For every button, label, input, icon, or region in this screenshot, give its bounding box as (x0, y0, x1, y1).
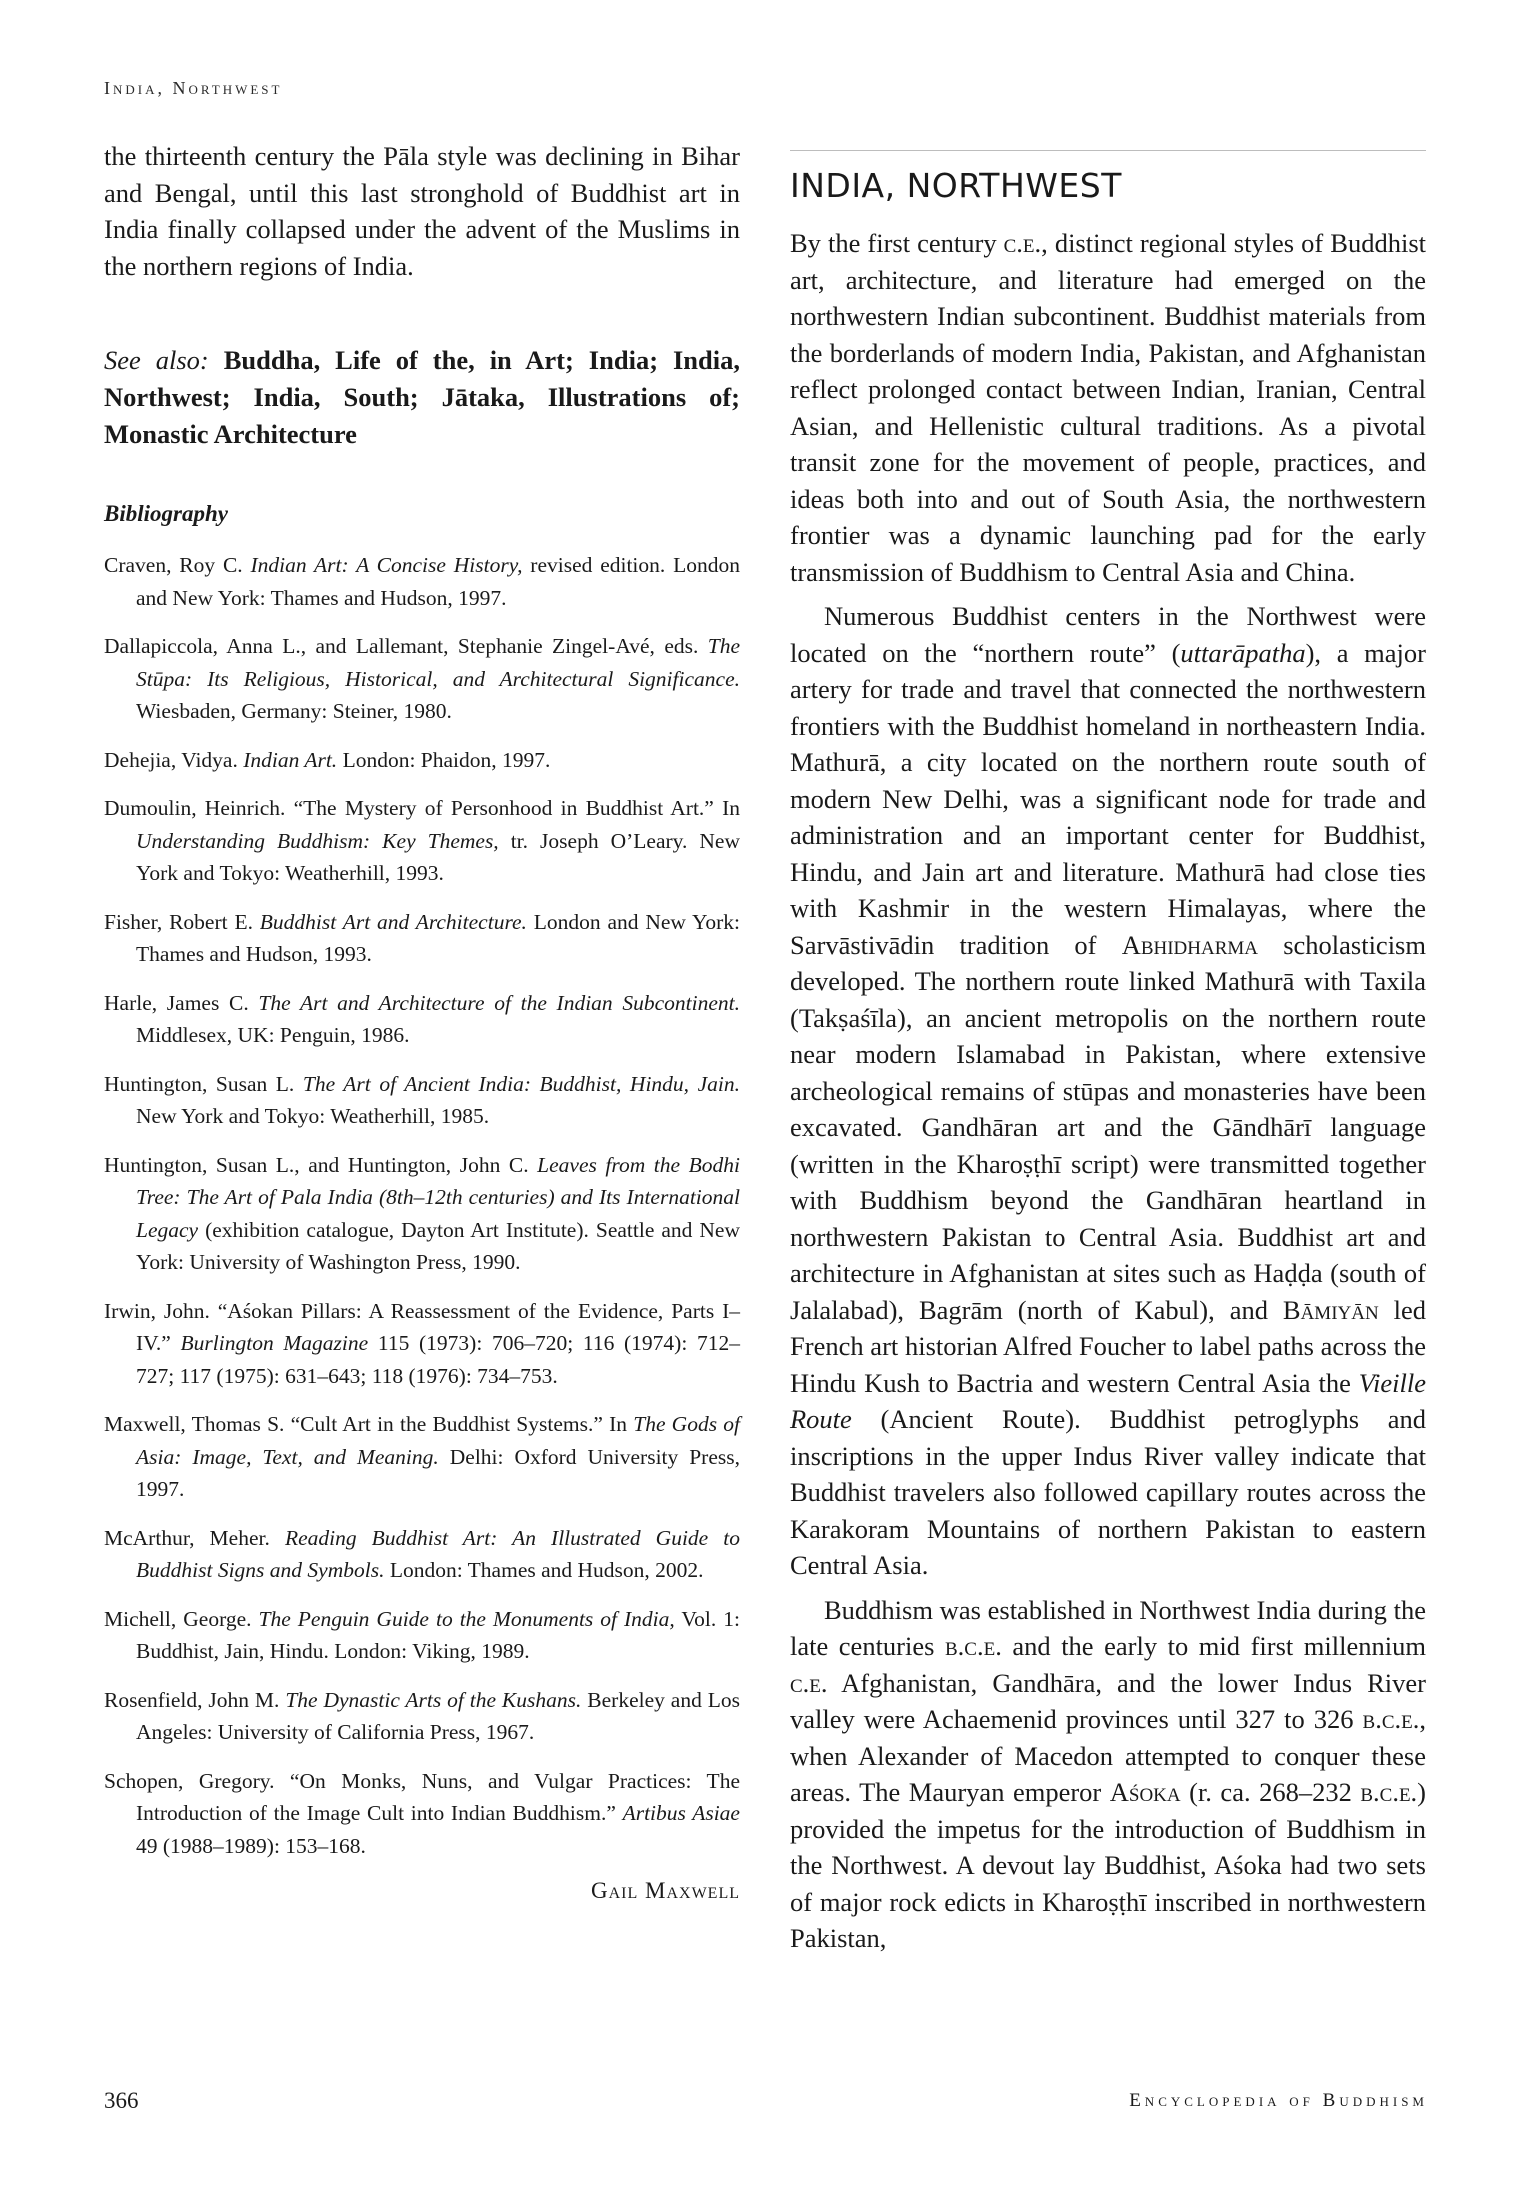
see-also-label: See also: (104, 345, 209, 375)
bibliography-entry: Irwin, John. “Aśokan Pillars: A Reassessment of the Evidence, Parts I–IV.” Burlington Magazine 115 (1973): 706–720; 116 (1974): 712–727; 117 (1975): 631–643; 118 (1976): 734–753. (104, 1298, 741, 1388)
page-number: 366 (104, 2088, 139, 2113)
bibliography-entry: McArthur, Meher. Reading Buddhist Art: An Illustrated Guide to Buddhist Signs and Symbols. London: Thames and Hudson, 2002. (104, 1525, 741, 1582)
bibliography-entry: Schopen, Gregory. “On Monks, Nuns, and Vulgar Practices: The Introduction of the Image Cult into Indian Buddhism.” Artibus Asiae 49 (1988–1989): 153–168. (104, 1768, 740, 1858)
author-signature: Gail Maxwell (591, 1878, 740, 1903)
bibliography-list (104, 549, 740, 1862)
right-column (790, 150, 1426, 1957)
article-paragraph-2: Numerous Buddhist centers in the Northwest were located on the “northern route” (uttarāpatha), a major artery for trade and travel that connected the northwestern frontiers with the Buddhist homeland in northeastern India. Mathurā, a city located on the northern route south of modern New Delhi, was a significant node for trade and administration and an important center for Buddhist, Hindu, and Jain art and literature. Mathurā had close ties with Kashmir in the western Himalayas, where the Sarvāstivādin tradition of Abhidharma scholasticism developed. The northern route linked Mathurā with Taxila (Takṣaśīla), an ancient metropolis on the northern route near modern Islamabad in Pakistan, where extensive archeological remains of stūpas and monasteries have been excavated. Gandhāran art and the Gāndhārī language (written in the Kharoṣṭhī script) were transmitted together with Buddhism beyond the Gandhāran heartland in northwestern Pakistan to Central Asia. Buddhist art and architecture in Afghanistan at sites such as Haḍḍa (south of Jalalabad), Bagrām (north of Kabul), and Bāmiyān led French art historian Alfred Foucher to label paths across the Hindu Kush to Bactria and western Central Asia the Vieille Route (Ancient Route). Buddhist petroglyphs and inscriptions in the upper Indus River valley indicate that Buddhist travelers also followed capillary routes across the Karakoram Mountains of northern Pakistan to eastern Central Asia. (790, 601, 1427, 1580)
bibliography-entry: Rosenfield, John M. The Dynastic Arts of the Kushans. Berkeley and Los Angeles: University of California Press, 1967. (104, 1687, 740, 1744)
bibliography-entry: Fisher, Robert E. Buddhist Art and Architecture. London and New York: Thames and Hudson, 1993. (104, 909, 741, 966)
left-column (104, 138, 740, 1904)
bibliography-entry: Michell, George. The Penguin Guide to the Monuments of India, Vol. 1: Buddhist, Jain, Hindu. London: Viking, 1989. (104, 1606, 740, 1663)
cross-reference-link[interactable]: Aśoka (1109, 1777, 1181, 1807)
running-head: India, Northwest (104, 78, 283, 98)
bibliography-entry: Harle, James C. The Art and Architecture of the Indian Subcontinent. Middlesex, UK: Penguin, 1986. (104, 990, 740, 1047)
bibliography-heading: Bibliography (104, 501, 228, 526)
see-also-links[interactable]: Buddha, Life of the, in Art; India; India, Northwest; India, South; Jātaka, Illustrations of; Monastic Architecture (104, 345, 741, 449)
bibliography-entry: Huntington, Susan L. The Art of Ancient India: Buddhist, Hindu, Jain. New York and Tokyo: Weatherhill, 1985. (104, 1071, 740, 1128)
book-title: Encyclopedia of Buddhism (1129, 2090, 1428, 2111)
cross-reference-link[interactable]: Abhidharma (1121, 929, 1258, 960)
bibliography-entry: Craven, Roy C. Indian Art: A Concise History, revised edition. London and New York: Thames and Hudson, 1997. (104, 553, 740, 610)
cross-reference-link[interactable]: Bāmiyān (1282, 1294, 1379, 1325)
article-paragraph-1: By the first century c.e., distinct regional styles of Buddhist art, architecture, and literature had emerged on the northwestern Indian subcontinent. Buddhist materials from the borderlands of modern India, Pakistan, and Afghanistan reflect prolonged contact between Indian, Iranian, Central Asian, and Hellenistic cultural traditions. As a pivotal transit zone for the movement of people, practices, and ideas both into and out of South Asia, the northwestern frontier was a dynamic launching pad for the early transmission of Buddhism to Central Asia and China. (790, 228, 1426, 587)
bibliography-entry: Dumoulin, Heinrich. “The Mystery of Personhood in Buddhist Art.” In Understanding Buddhism: Key Themes, tr. Joseph O’Leary. New York and Tokyo: Weatherhill, 1993. (104, 796, 740, 885)
section-title: INDIA, NORTHWEST (790, 166, 1122, 205)
bibliography-entry: Dallapiccola, Anna L., and Lallemant, Stephanie Zingel-Avé, eds. The Stūpa: Its Religious, Historical, and Architectural Significance. Wiesbaden, Germany: Steiner, 1980. (104, 634, 740, 723)
bibliography-entry: Huntington, Susan L., and Huntington, John C. Leaves from the Bodhi Tree: The Art of Pala India (8th–12th centuries) and Its International Legacy (exhibition catalogue, Dayton Art Institute). Seattle and New York: University of Washington Press, 1990. (104, 1152, 740, 1274)
see-also (104, 342, 740, 453)
continued-paragraph: the thirteenth century the Pāla style was declining in Bihar and Bengal, until this last stronghold of Buddhist art in India finally collapsed under the advent of the Muslims in the northern regions of India. (104, 141, 740, 281)
bibliography-entry: Dehejia, Vidya. Indian Art. London: Phaidon, 1997. (104, 747, 551, 772)
article-paragraph-3: Buddhism was established in Northwest India during the late centuries b.c.e. and the early to mid first millennium c.e. Afghanistan, Gandhāra, and the lower Indus River valley were Achaemenid provinces until 327 to 326 b.c.e., when Alexander of Macedon attempted to conquer these areas. The Mauryan emperor Aśoka (r. ca. 268–232 b.c.e.) provided the impetus for the introduction of Buddhism in the Northwest. A devout lay Buddhist, Aśoka had two sets of major rock edicts in Kharoṣṭhī inscribed in northwestern Pakistan, (790, 1594, 1426, 1953)
bibliography-entry: Maxwell, Thomas S. “Cult Art in the Buddhist Systems.” In The Gods of Asia: Image, Text, and Meaning. Delhi: Oxford University Press, 1997. (104, 1412, 741, 1501)
